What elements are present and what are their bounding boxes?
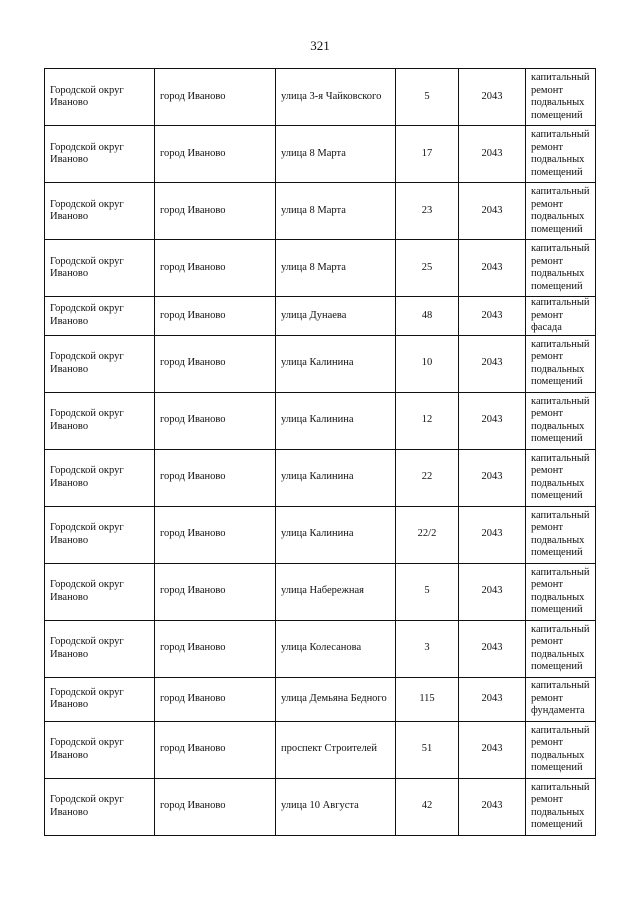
work-type-cell: капитальный ремонт подвальных помещений	[526, 563, 596, 620]
year-cell: 2043	[459, 335, 526, 392]
street-cell: улица Калинина	[276, 506, 396, 563]
settlement-cell: город Иваново	[155, 563, 276, 620]
house-number-cell: 5	[396, 69, 459, 126]
district-cell: Городской округ Иваново	[45, 449, 155, 506]
work-type-cell: капитальный ремонт подвальных помещений	[526, 449, 596, 506]
year-cell: 2043	[459, 620, 526, 677]
year-cell: 2043	[459, 69, 526, 126]
street-cell: улица 8 Марта	[276, 240, 396, 297]
house-number-cell: 23	[396, 183, 459, 240]
work-type-cell: капитальный ремонт подвальных помещений	[526, 240, 596, 297]
house-number-cell: 5	[396, 563, 459, 620]
settlement-cell: город Иваново	[155, 449, 276, 506]
table-row	[45, 449, 596, 506]
year-cell: 2043	[459, 449, 526, 506]
table-row	[45, 297, 596, 336]
table-row	[45, 126, 596, 183]
table-row	[45, 563, 596, 620]
settlement-cell: город Иваново	[155, 297, 276, 336]
year-cell: 2043	[459, 297, 526, 336]
house-number-cell: 115	[396, 677, 459, 721]
work-type-cell: капитальный ремонт подвальных помещений	[526, 183, 596, 240]
table-row	[45, 392, 596, 449]
house-number-cell: 51	[396, 721, 459, 778]
work-type-cell: капитальный ремонт подвальных помещений	[526, 69, 596, 126]
work-type-cell: капитальный ремонт подвальных помещений	[526, 721, 596, 778]
district-cell: Городской округ Иваново	[45, 240, 155, 297]
district-cell: Городской округ Иваново	[45, 778, 155, 835]
settlement-cell: город Иваново	[155, 69, 276, 126]
year-cell: 2043	[459, 506, 526, 563]
work-type-cell: капитальный ремонт подвальных помещений	[526, 126, 596, 183]
work-type-cell: капитальный ремонт фундамента	[526, 677, 596, 721]
table-row	[45, 506, 596, 563]
street-cell: улица Дунаева	[276, 297, 396, 336]
table-row	[45, 183, 596, 240]
registry-table	[44, 68, 596, 836]
street-cell: улица Калинина	[276, 335, 396, 392]
settlement-cell: город Иваново	[155, 183, 276, 240]
table-row	[45, 620, 596, 677]
district-cell: Городской округ Иваново	[45, 126, 155, 183]
district-cell: Городской округ Иваново	[45, 69, 155, 126]
district-cell: Городской округ Иваново	[45, 721, 155, 778]
year-cell: 2043	[459, 677, 526, 721]
year-cell: 2043	[459, 183, 526, 240]
table-row	[45, 240, 596, 297]
street-cell: улица 8 Марта	[276, 183, 396, 240]
house-number-cell: 10	[396, 335, 459, 392]
table-row	[45, 778, 596, 835]
house-number-cell: 12	[396, 392, 459, 449]
settlement-cell: город Иваново	[155, 778, 276, 835]
district-cell: Городской округ Иваново	[45, 506, 155, 563]
settlement-cell: город Иваново	[155, 335, 276, 392]
work-type-cell: капитальный ремонт фасада	[526, 297, 596, 336]
settlement-cell: город Иваново	[155, 721, 276, 778]
street-cell: улица 3-я Чайковского	[276, 69, 396, 126]
work-type-cell: капитальный ремонт подвальных помещений	[526, 620, 596, 677]
street-cell: улица Демьяна Бедного	[276, 677, 396, 721]
table-row	[45, 721, 596, 778]
street-cell: проспект Строителей	[276, 721, 396, 778]
table-row	[45, 335, 596, 392]
street-cell: улица Колесанова	[276, 620, 396, 677]
street-cell: улица Калинина	[276, 449, 396, 506]
settlement-cell: город Иваново	[155, 506, 276, 563]
year-cell: 2043	[459, 778, 526, 835]
year-cell: 2043	[459, 240, 526, 297]
street-cell: улица 8 Марта	[276, 126, 396, 183]
district-cell: Городской округ Иваново	[45, 620, 155, 677]
work-type-cell: капитальный ремонт подвальных помещений	[526, 335, 596, 392]
year-cell: 2043	[459, 392, 526, 449]
work-type-cell: капитальный ремонт подвальных помещений	[526, 392, 596, 449]
street-cell: улица Набережная	[276, 563, 396, 620]
district-cell: Городской округ Иваново	[45, 677, 155, 721]
settlement-cell: город Иваново	[155, 677, 276, 721]
district-cell: Городской округ Иваново	[45, 392, 155, 449]
house-number-cell: 22/2	[396, 506, 459, 563]
house-number-cell: 25	[396, 240, 459, 297]
settlement-cell: город Иваново	[155, 392, 276, 449]
street-cell: улица Калинина	[276, 392, 396, 449]
work-type-cell: капитальный ремонт подвальных помещений	[526, 506, 596, 563]
table-row	[45, 677, 596, 721]
work-type-cell: капитальный ремонт подвальных помещений	[526, 778, 596, 835]
settlement-cell: город Иваново	[155, 240, 276, 297]
house-number-cell: 42	[396, 778, 459, 835]
house-number-cell: 48	[396, 297, 459, 336]
district-cell: Городской округ Иваново	[45, 563, 155, 620]
house-number-cell: 17	[396, 126, 459, 183]
table-row	[45, 69, 596, 126]
page-number: 321	[310, 38, 330, 53]
house-number-cell: 22	[396, 449, 459, 506]
settlement-cell: город Иваново	[155, 620, 276, 677]
district-cell: Городской округ Иваново	[45, 297, 155, 336]
street-cell: улица 10 Августа	[276, 778, 396, 835]
settlement-cell: город Иваново	[155, 126, 276, 183]
district-cell: Городской округ Иваново	[45, 335, 155, 392]
year-cell: 2043	[459, 126, 526, 183]
house-number-cell: 3	[396, 620, 459, 677]
year-cell: 2043	[459, 563, 526, 620]
year-cell: 2043	[459, 721, 526, 778]
registry-table-body	[45, 69, 596, 836]
district-cell: Городской округ Иваново	[45, 183, 155, 240]
